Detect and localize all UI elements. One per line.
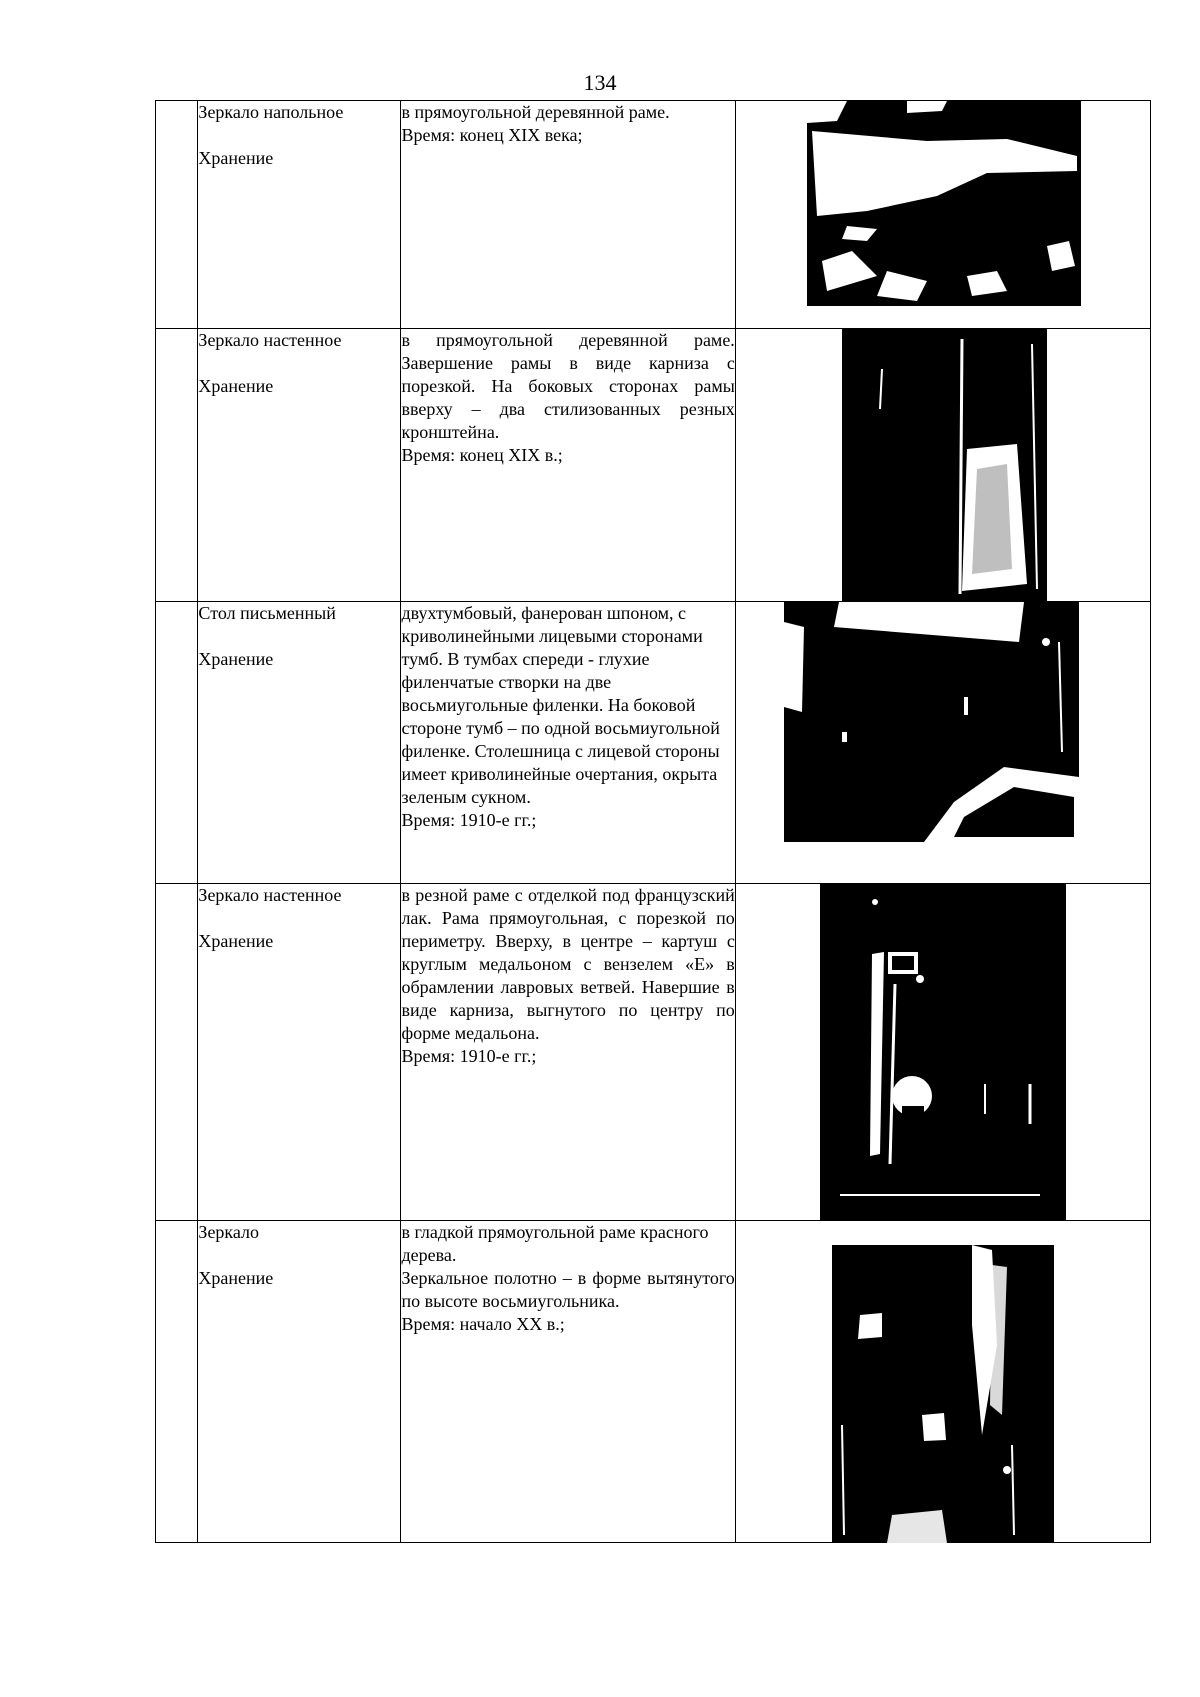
table-row bbox=[156, 101, 1151, 329]
description-cell bbox=[401, 329, 735, 602]
date-text: Время: конец XIX века; bbox=[401, 125, 583, 145]
page-number: 134 bbox=[583, 70, 617, 95]
name-cell bbox=[198, 602, 401, 884]
name-cell bbox=[198, 329, 401, 602]
catalog-table bbox=[155, 100, 1151, 1543]
item-name: Зеркало настенное bbox=[198, 885, 342, 905]
item-status: Хранение bbox=[198, 649, 274, 669]
item-status: Хранение bbox=[198, 376, 274, 396]
number-cell bbox=[156, 1221, 198, 1543]
description-text: в прямоугольной деревянной раме. Завершение рамы в виде карниза с порезкой. На боковых сторонах рамы вверху – два стилизованных резных кронштейна. bbox=[401, 330, 735, 442]
number-cell bbox=[156, 329, 198, 602]
number-cell bbox=[156, 101, 198, 329]
date-text: Время: 1910-е гг.; bbox=[401, 810, 537, 830]
item-name: Зеркало bbox=[198, 1222, 260, 1242]
number-cell bbox=[156, 602, 198, 884]
date-text: Время: начало XX в.; bbox=[401, 1314, 565, 1334]
carved-mirror-photo bbox=[820, 884, 1066, 1221]
table-row bbox=[156, 884, 1151, 1221]
date-text: Время: 1910-е гг.; bbox=[401, 1046, 537, 1066]
table-row bbox=[156, 1221, 1151, 1543]
item-name: Стол письменный bbox=[198, 603, 336, 623]
octagonal-mirror-photo bbox=[832, 1245, 1054, 1543]
description-cell bbox=[401, 602, 735, 884]
name-cell bbox=[198, 1221, 401, 1543]
description-text: двухтумбовый, фанерован шпоном, с криволинейными лицевыми сторонами тумб. В тумбах спереди - глухие филенчатые створки на две восьмиугольные филенки. На боковой стороне тумб – по одной восьмиугольной филенке. Столешница с лицевой стороны имеет криволинейные очертания, окрыта зеленым сукном. bbox=[401, 603, 720, 807]
photo-cell bbox=[735, 884, 1150, 1221]
table-row bbox=[156, 329, 1151, 602]
description-text: Зеркальное полотно – в форме вытянутого по высоте восьмиугольника. bbox=[401, 1268, 735, 1311]
item-status: Хранение bbox=[198, 1268, 274, 1288]
description-cell bbox=[401, 1221, 735, 1543]
name-cell bbox=[198, 101, 401, 329]
photo-cell bbox=[735, 101, 1150, 329]
photo-cell bbox=[735, 329, 1150, 602]
description-text: в гладкой прямоугольной раме красного дерева. bbox=[401, 1222, 709, 1265]
item-status: Хранение bbox=[198, 931, 274, 951]
name-cell bbox=[198, 884, 401, 1221]
description-cell bbox=[401, 101, 735, 329]
writing-desk-photo bbox=[784, 602, 1079, 842]
description-text: в резной раме с отделкой под французский лак. Рама прямоугольная, с порезкой по периметру. Вверху, в центре – картуш с круглым медальоном с вензелем «Е» в обрамлении лавровых ветвей. Навершие в виде карниза, выгнутого по центру по форме медальона. bbox=[401, 885, 735, 1043]
date-text: Время: конец XIX в.; bbox=[401, 445, 563, 465]
floor-mirror-photo bbox=[807, 101, 1081, 306]
photo-cell bbox=[735, 602, 1150, 884]
item-name: Зеркало напольное bbox=[198, 102, 344, 122]
item-status: Хранение bbox=[198, 148, 274, 168]
description-cell bbox=[401, 884, 735, 1221]
number-cell bbox=[156, 884, 198, 1221]
description-text: в прямоугольной деревянной раме. bbox=[401, 102, 670, 122]
item-name: Зеркало настенное bbox=[198, 330, 342, 350]
photo-cell bbox=[735, 1221, 1150, 1543]
wall-mirror-photo bbox=[842, 329, 1047, 602]
table-row bbox=[156, 602, 1151, 884]
